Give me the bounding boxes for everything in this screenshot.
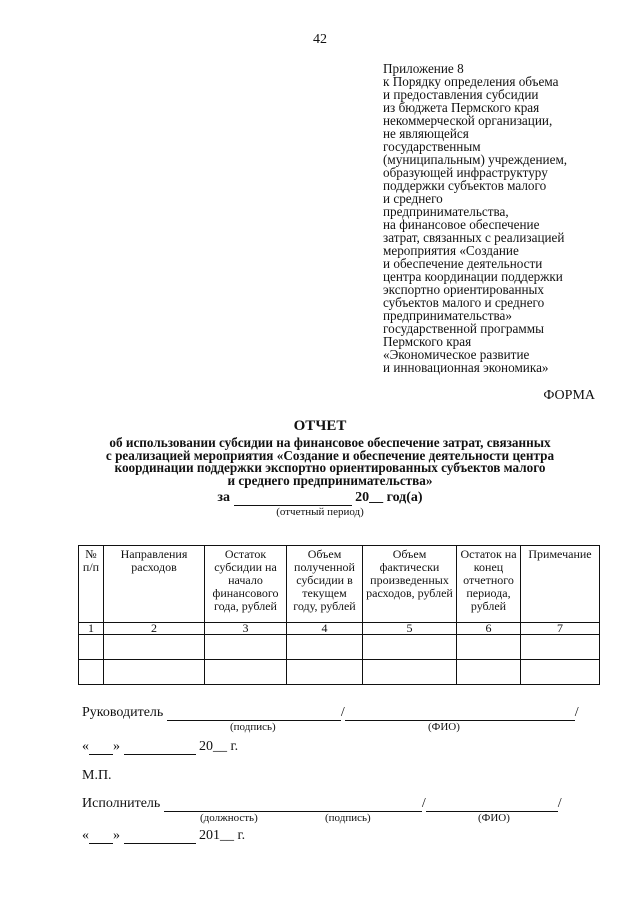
- column-number: 4: [287, 623, 363, 635]
- column-number: 5: [363, 623, 457, 635]
- appendix-line: из бюджета Пермского края: [383, 100, 540, 115]
- header-note: Примечание: [521, 546, 600, 623]
- column-number: 1: [79, 623, 104, 635]
- table-cell[interactable]: [104, 660, 205, 685]
- appendix-line: и предоставления субсидии: [383, 87, 539, 102]
- header-expense-direction: Направления расходов: [104, 546, 205, 623]
- year-text: 201__ г.: [199, 828, 246, 843]
- table-header-row: [79, 546, 600, 623]
- quote-close: »: [113, 739, 120, 754]
- table-cell[interactable]: [79, 635, 104, 660]
- head-signature-line: Руководитель / /: [82, 705, 579, 720]
- month-field[interactable]: [124, 742, 196, 755]
- appendix-line: не являющейся: [383, 126, 469, 141]
- quote-open: «: [82, 828, 89, 843]
- column-number-row: [79, 623, 600, 635]
- executor-label: Исполнитель: [82, 796, 161, 811]
- subtitle-line: об использовании субсидии на финансовое обеспечение затрат, связанных: [109, 435, 551, 450]
- appendix-line: (муниципальным) учреждением,: [383, 152, 568, 167]
- table-cell[interactable]: [104, 635, 205, 660]
- appendix-line: государственной программы: [383, 321, 544, 336]
- page-number: 42: [313, 32, 327, 47]
- executor-fio-note: (ФИО): [478, 812, 510, 824]
- subtitle-line: и среднего предпринимательства»: [227, 472, 433, 488]
- quote-close: »: [113, 828, 120, 843]
- appendix-line: предпринимательства»: [383, 308, 512, 323]
- appendix-line: субъектов малого и среднего: [383, 295, 545, 310]
- head-fio-field[interactable]: [345, 708, 575, 721]
- period-blank[interactable]: [234, 493, 352, 506]
- subtitle-line: координации поддержки экспортно ориентированных субъектов малого: [114, 460, 546, 475]
- appendix-line: поддержки субъектов малого: [383, 178, 547, 193]
- table-cell[interactable]: [205, 635, 287, 660]
- table-cell[interactable]: [521, 660, 600, 685]
- table-row: [79, 635, 600, 660]
- appendix-line: и инновационная экономика»: [383, 360, 549, 375]
- head-sign-note: (подпись): [230, 721, 276, 733]
- column-number: 7: [521, 623, 600, 635]
- appendix-line: и среднего: [383, 191, 443, 206]
- table-cell[interactable]: [79, 660, 104, 685]
- executor-sign-note: (подпись): [325, 812, 371, 824]
- appendix-line: предпринимательства,: [383, 204, 509, 219]
- appendix-line: экспортно ориентированных: [383, 282, 545, 297]
- day-field[interactable]: [89, 831, 113, 844]
- table-cell[interactable]: [457, 660, 521, 685]
- report-subtitle: [60, 437, 600, 487]
- reporting-period-line: [0, 490, 640, 506]
- stamp-label: М.П.: [82, 768, 112, 783]
- appendix-line: Пермского края: [383, 334, 472, 349]
- head-label: Руководитель: [82, 705, 164, 720]
- column-number: 2: [104, 623, 205, 635]
- appendix-line: образующей инфраструктуру: [383, 165, 548, 180]
- appendix-line: некоммерческой организации,: [383, 113, 553, 128]
- period-note: (отчетный период): [276, 506, 364, 518]
- table-row: [79, 660, 600, 685]
- table-cell[interactable]: [457, 635, 521, 660]
- head-fio-note: (ФИО): [428, 721, 460, 733]
- quote-open: «: [82, 739, 89, 754]
- day-field[interactable]: [89, 742, 113, 755]
- table-cell[interactable]: [205, 660, 287, 685]
- appendix-line: Приложение 8: [383, 61, 464, 76]
- header-opening-balance: Остаток субсидии на начало финансового года, рублей: [205, 546, 287, 623]
- appendix-line: мероприятия «Создание: [383, 243, 519, 258]
- executor-signature-line: Исполнитель / /: [82, 796, 562, 811]
- header-actual-expenses: Объем фактически произведенных расходов, рублей: [363, 546, 457, 623]
- appendix-line: и обеспечение деятельности: [383, 256, 543, 271]
- table-cell[interactable]: [521, 635, 600, 660]
- table-cell[interactable]: [363, 635, 457, 660]
- subtitle-line: с реализацией мероприятия «Создание и обеспечение деятельности центра: [105, 447, 555, 463]
- table-cell[interactable]: [287, 635, 363, 660]
- appendix-line: затрат, связанных с реализацией: [383, 230, 565, 245]
- year-text: 20__ г.: [199, 739, 239, 754]
- column-number: 3: [205, 623, 287, 635]
- appendix-line: центра координации поддержки: [383, 269, 563, 284]
- period-prefix: за: [217, 490, 231, 505]
- header-received-subsidy: Объем полученной субсидии в текущем году, рублей: [287, 546, 363, 623]
- head-signature-field[interactable]: [167, 708, 341, 721]
- appendix-line: на финансовое обеспечение: [383, 217, 540, 232]
- date-line-1: [82, 739, 238, 755]
- header-closing-balance: Остаток на конец отчетного периода, рублей: [457, 546, 521, 623]
- table-cell[interactable]: [287, 660, 363, 685]
- form-label: ФОРМА: [543, 388, 595, 403]
- table-cell[interactable]: [363, 660, 457, 685]
- report-title: ОТЧЕТ: [293, 418, 347, 434]
- appendix-line: «Экономическое развитие: [383, 347, 530, 362]
- executor-position-field[interactable]: [164, 799, 422, 812]
- period-year: 20__ год(а): [355, 490, 423, 505]
- appendix-header: [383, 62, 633, 374]
- executor-position-note: (должность): [200, 812, 258, 824]
- appendix-line: к Порядку определения объема: [383, 74, 559, 89]
- report-table: [78, 545, 600, 685]
- appendix-line: государственным: [383, 139, 481, 154]
- date-line-2: [82, 828, 245, 844]
- month-field[interactable]: [124, 831, 196, 844]
- executor-fio-field[interactable]: [426, 799, 558, 812]
- column-number: 6: [457, 623, 521, 635]
- header-number: № п/п: [79, 546, 104, 623]
